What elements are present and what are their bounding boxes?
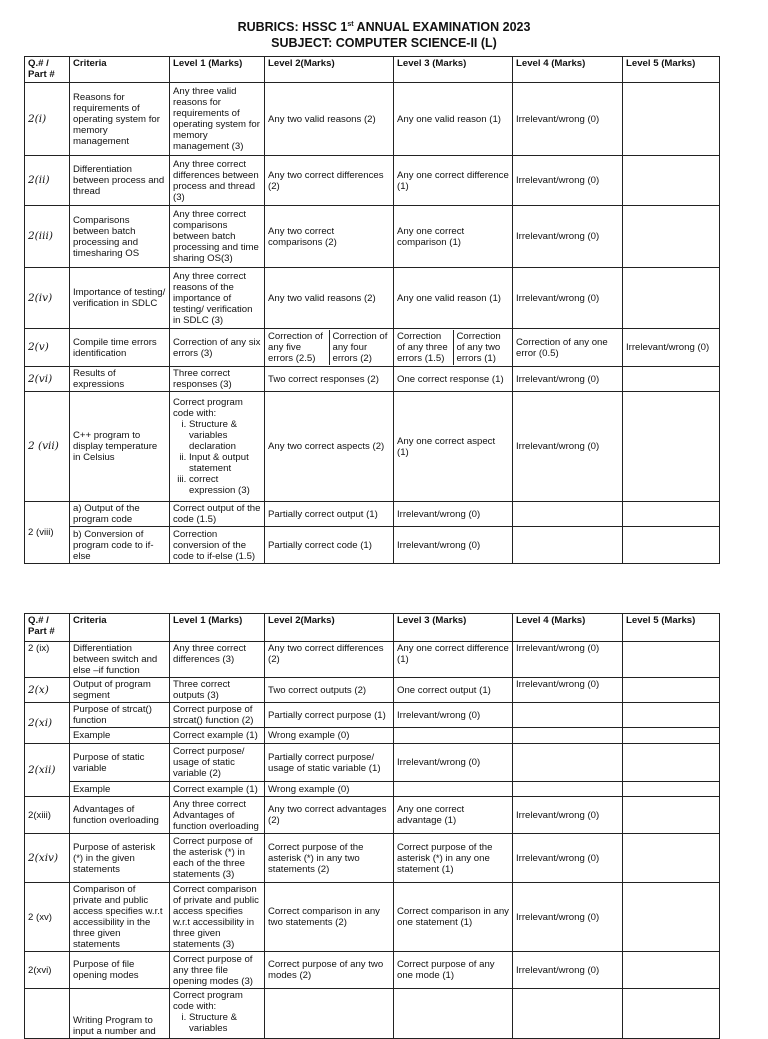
table-row — [25, 678, 720, 703]
criteria-cell: a) Output of the program code — [70, 502, 170, 527]
question-number: 2 (xv) — [25, 883, 70, 952]
level3-split-cell — [394, 329, 513, 367]
level3-cell: Any one correct difference (1) — [394, 642, 513, 678]
table-header — [25, 57, 720, 83]
criteria-cell: Advantages of function overloading — [70, 797, 170, 834]
level2-cell: Any two correct aspects (2) — [265, 392, 394, 502]
level2-cell: Two correct outputs (2) — [265, 678, 394, 703]
level2-cell: Any two valid reasons (2) — [265, 268, 394, 329]
col-header: Level 1 (Marks) — [170, 614, 265, 642]
level4-cell: Irrelevant/wrong (0) — [513, 268, 623, 329]
criteria-cell: Output of program segment — [70, 678, 170, 703]
rubric-table-2 — [24, 613, 720, 1039]
level1-cell: Correct purpose of the asterisk (*) in each of the three statements (3) — [170, 834, 265, 883]
level4-cell: Irrelevant/wrong (0) — [513, 952, 623, 989]
col-header: Level 2(Marks) — [265, 57, 394, 83]
level2-cell: Any two correct comparisons (2) — [265, 206, 394, 268]
level5-cell — [623, 989, 720, 1039]
table-row — [25, 883, 720, 952]
question-number: 2(iv) — [25, 268, 70, 329]
level3-cell: Any one correct advantage (1) — [394, 797, 513, 834]
level4-cell: Irrelevant/wrong (0) — [513, 642, 623, 678]
table-row — [25, 83, 720, 156]
level4-cell: Irrelevant/wrong (0) — [513, 83, 623, 156]
level2-cell: Any two valid reasons (2) — [265, 83, 394, 156]
level1-cell: Any three correct differences between process and thread (3) — [170, 156, 265, 206]
criteria-cell: b) Conversion of program code to if-else — [70, 527, 170, 564]
level3-cell: Correct purpose of the asterisk (*) in any one statement (1) — [394, 834, 513, 883]
table-row — [25, 728, 720, 744]
level2a-text: Correction of any five errors (2.5) — [265, 330, 330, 365]
level5-cell — [623, 83, 720, 156]
table-row — [25, 989, 720, 1039]
criteria-cell: Results of expressions — [70, 367, 170, 392]
table-row — [25, 744, 720, 782]
col-header: Level 3 (Marks) — [394, 57, 513, 83]
level1-cell: Correct purpose of strcat() function (2) — [170, 703, 265, 728]
col-header: Level 5 (Marks) — [623, 57, 720, 83]
criteria-cell: Differentiation between switch and else –if function — [70, 642, 170, 678]
level5-cell — [623, 527, 720, 564]
level5-cell — [623, 392, 720, 502]
level5-cell — [623, 678, 720, 703]
level1-cell: Three correct outputs (3) — [170, 678, 265, 703]
level1-intro: Correct program code with: — [173, 397, 243, 419]
list-item: i. Structure & variables — [189, 1012, 261, 1034]
level5-cell — [623, 744, 720, 782]
level2-split-cell — [265, 329, 394, 367]
question-number: 2 (viii) — [25, 502, 70, 564]
level3-cell: One correct response (1) — [394, 367, 513, 392]
table-header — [25, 614, 720, 642]
level2-cell: Any two correct advantages (2) — [265, 797, 394, 834]
table-row — [25, 703, 720, 728]
level4-cell: Irrelevant/wrong (0) — [513, 797, 623, 834]
criteria-cell: Reasons for requirements of operating system for memory management — [70, 83, 170, 156]
level2b-text: Correction of any four errors (2) — [332, 331, 388, 364]
level3-cell: Irrelevant/wrong (0) — [394, 502, 513, 527]
level3-cell: Any one correct difference (1) — [394, 156, 513, 206]
level4-cell: Irrelevant/wrong (0) — [513, 392, 623, 502]
col-header: Level 1 (Marks) — [170, 57, 265, 83]
level1-cell: Any three correct differences (3) — [170, 642, 265, 678]
table-row — [25, 797, 720, 834]
level4-cell: Irrelevant/wrong (0) — [513, 156, 623, 206]
level5-cell — [623, 703, 720, 728]
level1-cell: Correct purpose of any three file opening modes (3) — [170, 952, 265, 989]
level5-cell — [623, 797, 720, 834]
question-number: 2(xi) — [25, 703, 70, 744]
level2-cell: Partially correct purpose (1) — [265, 703, 394, 728]
level1-cell: Correct output of the code (1.5) — [170, 502, 265, 527]
level5-cell — [623, 367, 720, 392]
question-number: 2 (vii) — [25, 392, 70, 502]
level2-cell: Correct purpose of any two modes (2) — [265, 952, 394, 989]
table-row — [25, 206, 720, 268]
level2-cell: Wrong example (0) — [265, 782, 394, 797]
level4-cell: Correction of any one error (0.5) — [513, 329, 623, 367]
list-item: ii. Input & output statement — [189, 452, 261, 474]
level2-cell: Correct purpose of the asterisk (*) in any two statements (2) — [265, 834, 394, 883]
question-number — [25, 989, 70, 1039]
level2-cell: Any two correct differences (2) — [265, 642, 394, 678]
level3-cell: Any one correct aspect (1) — [394, 392, 513, 502]
level4-cell — [513, 728, 623, 744]
level2-cell — [265, 989, 394, 1039]
level2-cell: Partially correct output (1) — [265, 502, 394, 527]
level2-cell: Partially correct code (1) — [265, 527, 394, 564]
level3-cell: Any one valid reason (1) — [394, 268, 513, 329]
criteria-cell: Purpose of strcat() function — [70, 703, 170, 728]
level2-cell: Two correct responses (2) — [265, 367, 394, 392]
col-header: Q.# / Part # — [25, 57, 70, 83]
level5-cell — [623, 156, 720, 206]
level1-cell: Any three correct comparisons between batch processing and time sharing OS(3) — [170, 206, 265, 268]
level3-cell — [394, 989, 513, 1039]
level3-cell: Irrelevant/wrong (0) — [394, 527, 513, 564]
question-number: 2(xiii) — [25, 797, 70, 834]
level4-cell — [513, 744, 623, 782]
level1-cell: Correction conversion of the code to if-else (1.5) — [170, 527, 265, 564]
list-item: i. Structure & variables declaration — [189, 419, 261, 452]
col-header: Criteria — [70, 57, 170, 83]
table-row — [25, 952, 720, 989]
table-row — [25, 367, 720, 392]
level1-cell: Any three correct Advantages of function overloading — [170, 797, 265, 834]
level4-cell — [513, 502, 623, 527]
level4-cell — [513, 703, 623, 728]
subject-title: SUBJECT: COMPUTER SCIENCE-II (L) — [271, 36, 497, 50]
level5-cell — [623, 952, 720, 989]
level1-cell: Any three correct reasons of the importance of testing/ verification in SDLC (3) — [170, 268, 265, 329]
level3a-text: Correction of any three errors (1.5) — [394, 330, 454, 365]
level3-cell: Correct comparison in any one statement (1) — [394, 883, 513, 952]
level4-cell: Irrelevant/wrong (0) — [513, 206, 623, 268]
level1-cell: Correct example (1) — [170, 728, 265, 744]
level3-cell: Any one valid reason (1) — [394, 83, 513, 156]
level2-cell: Wrong example (0) — [265, 728, 394, 744]
criteria-cell: Purpose of file opening modes — [70, 952, 170, 989]
criteria-cell: Purpose of static variable — [70, 744, 170, 782]
col-header: Criteria — [70, 614, 170, 642]
level1-cell: Any three valid reasons for requirements of operating system for memory management (3) — [170, 83, 265, 156]
question-number: 2(iii) — [25, 206, 70, 268]
level2-cell: Partially correct purpose/ usage of static variable (1) — [265, 744, 394, 782]
level5-cell — [623, 782, 720, 797]
question-number: 2(xii) — [25, 744, 70, 797]
level5-cell — [623, 642, 720, 678]
level4-cell: Irrelevant/wrong (0) — [513, 834, 623, 883]
level5-cell — [623, 883, 720, 952]
table-row — [25, 329, 720, 367]
question-number: 2(ii) — [25, 156, 70, 206]
level4-cell — [513, 989, 623, 1039]
level5-cell — [623, 206, 720, 268]
table-row — [25, 527, 720, 564]
level3-cell: Correct purpose of any one mode (1) — [394, 952, 513, 989]
level1-cell: Correct purpose/ usage of static variable (2) — [170, 744, 265, 782]
table-row — [25, 392, 720, 502]
criteria-cell: Example — [70, 782, 170, 797]
level4-cell — [513, 782, 623, 797]
criteria-cell: Comparisons between batch processing and timesharing OS — [70, 206, 170, 268]
question-number: 2(xiv) — [25, 834, 70, 883]
level4-cell: Irrelevant/wrong (0) — [513, 367, 623, 392]
criteria-cell: Differentiation between process and thread — [70, 156, 170, 206]
col-header: Level 4 (Marks) — [513, 614, 623, 642]
level3-cell: Any one correct comparison (1) — [394, 206, 513, 268]
table-row — [25, 502, 720, 527]
criteria-cell: Purpose of asterisk (*) in the given statements — [70, 834, 170, 883]
question-number: 2(i) — [25, 83, 70, 156]
level2-cell: Correct comparison in any two statements (2) — [265, 883, 394, 952]
level2-cell: Any two correct differences (2) — [265, 156, 394, 206]
level3-cell: Irrelevant/wrong (0) — [394, 744, 513, 782]
level1-cell: Correct example (1) — [170, 782, 265, 797]
level1-cell: Correction of any six errors (3) — [170, 329, 265, 367]
level3b-text: Correction of any two errors (1) — [456, 331, 501, 364]
criteria-cell: Writing Program to input a number and — [70, 989, 170, 1039]
rubric-title: RUBRICS: HSSC 1st ANNUAL EXAMINATION 2023 — [237, 20, 531, 34]
table-row — [25, 782, 720, 797]
level1-cell: Correct comparison of private and public access specifies w.r.t accessibility in three given statements (3) — [170, 883, 265, 952]
table-row — [25, 268, 720, 329]
level4-cell — [513, 527, 623, 564]
list-item: iii. correct expression (3) — [189, 474, 261, 496]
level5-cell: Irrelevant/wrong (0) — [623, 329, 720, 367]
question-number: 2 (ix) — [25, 642, 70, 678]
criteria-cell: Example — [70, 728, 170, 744]
criteria-cell: C++ program to display temperature in Celsius — [70, 392, 170, 502]
level4-cell: Irrelevant/wrong (0) — [513, 883, 623, 952]
question-number: 2(v) — [25, 329, 70, 367]
question-number: 2(xvi) — [25, 952, 70, 989]
table-row — [25, 642, 720, 678]
col-header: Level 2(Marks) — [265, 614, 394, 642]
level5-cell — [623, 728, 720, 744]
level5-cell — [623, 502, 720, 527]
col-header: Q.# / Part # — [25, 614, 70, 642]
level3-cell — [394, 728, 513, 744]
table-row — [25, 156, 720, 206]
level1-cell — [170, 989, 265, 1039]
col-header: Level 3 (Marks) — [394, 614, 513, 642]
question-number: 2(x) — [25, 678, 70, 703]
criteria-cell: Importance of testing/ verification in SDLC — [70, 268, 170, 329]
criteria-cell: Comparison of private and public access specifies w.r.t accessibility in the three given statements — [70, 883, 170, 952]
level3-cell: Irrelevant/wrong (0) — [394, 703, 513, 728]
question-number: 2(vi) — [25, 367, 70, 392]
level1-intro: Correct program code with: — [173, 990, 243, 1012]
table-row — [25, 834, 720, 883]
level5-cell — [623, 834, 720, 883]
level5-cell — [623, 268, 720, 329]
criteria-cell: Compile time errors identification — [70, 329, 170, 367]
level1-cell — [170, 392, 265, 502]
col-header: Level 4 (Marks) — [513, 57, 623, 83]
level3-cell: One correct output (1) — [394, 678, 513, 703]
level3-cell — [394, 782, 513, 797]
level4-cell: Irrelevant/wrong (0) — [513, 678, 623, 703]
level1-cell: Three correct responses (3) — [170, 367, 265, 392]
rubric-table-1 — [24, 56, 720, 564]
col-header: Level 5 (Marks) — [623, 614, 720, 642]
